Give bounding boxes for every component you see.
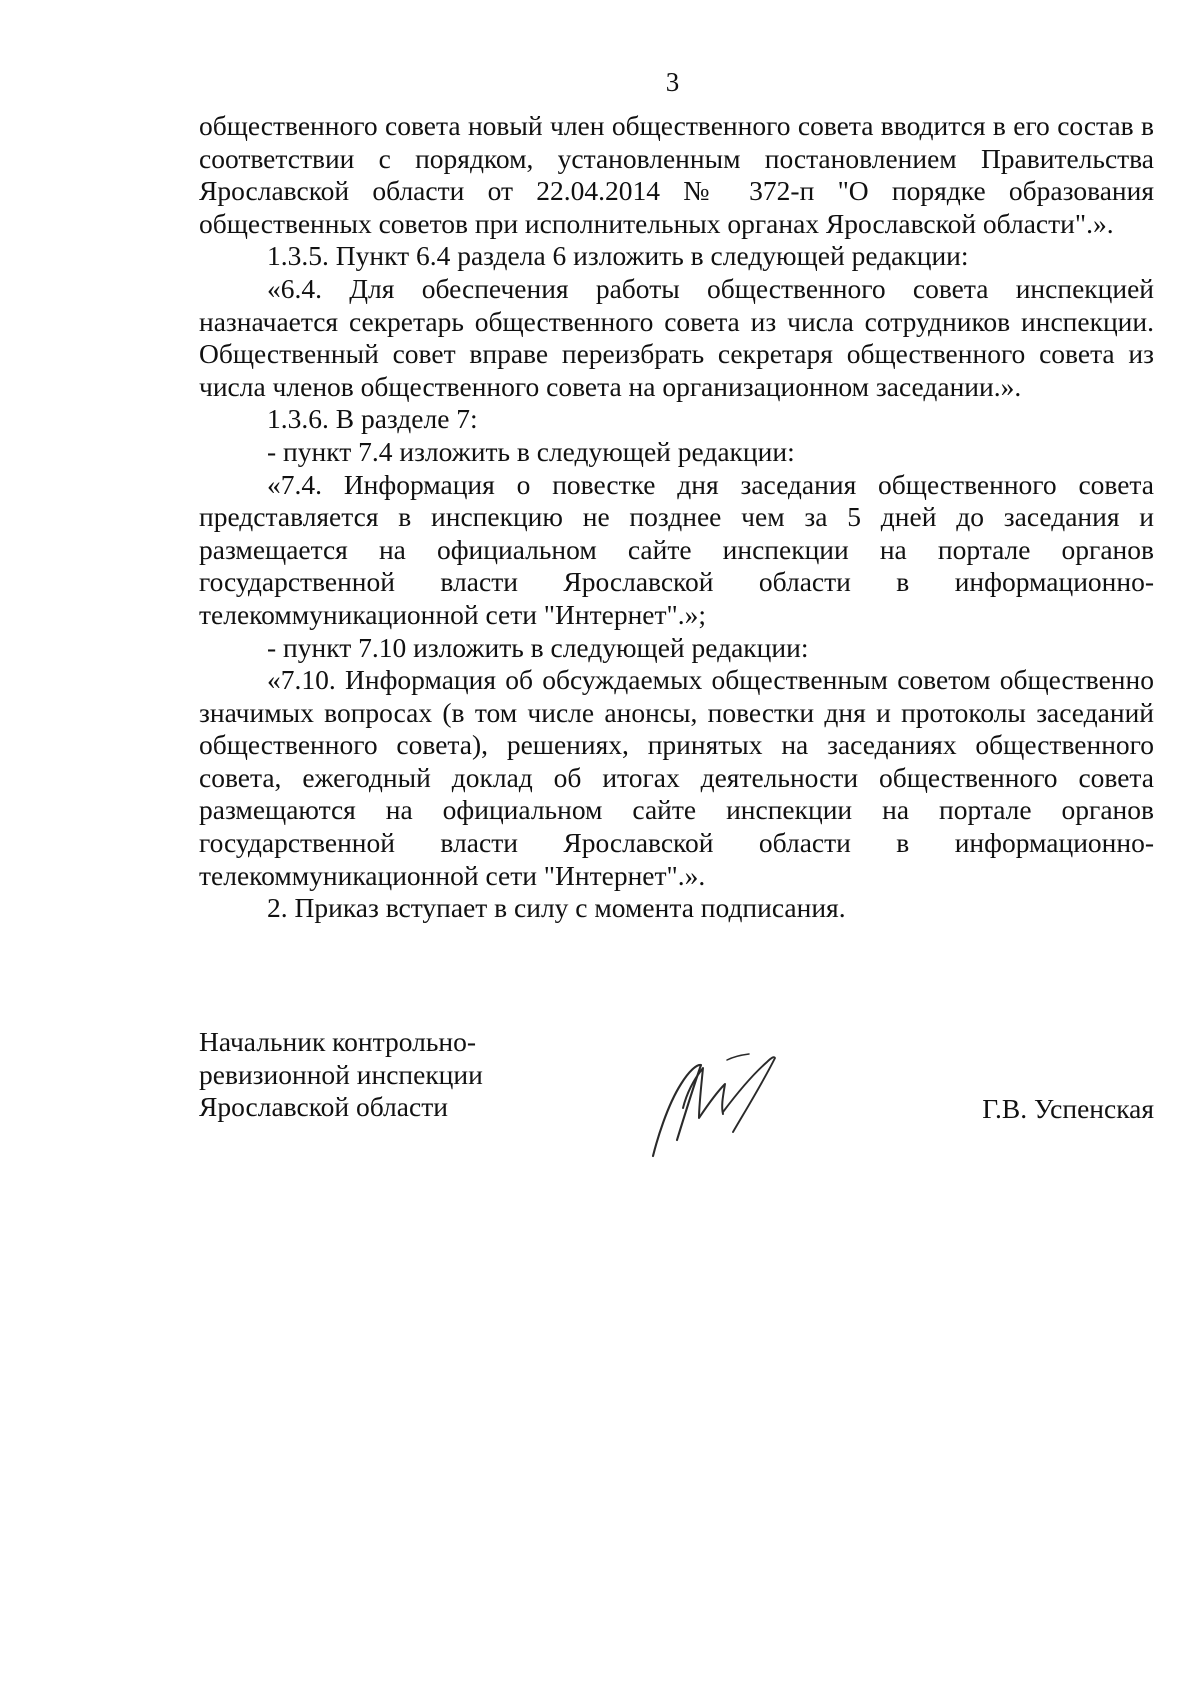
signatory-name: Г.В. Успенская <box>982 1093 1154 1124</box>
page-number: 3 <box>665 67 680 97</box>
paragraph-point-7-4: - пункт 7.4 изложить в следующей редакции: <box>267 435 795 467</box>
signature-stroke <box>723 1057 775 1132</box>
signatory-position-line: ревизионной инспекции <box>199 1058 483 1090</box>
document-body <box>199 110 1154 925</box>
paragraph-item-2: 2. Приказ вступает в силу с момента подписания. <box>267 892 846 924</box>
paragraph-quote-7-10: «7.10. Информация об обсуждаемых общественным советом общественно значимых вопросах (в том числе анонсы, повестки дня и протоколы заседаний общественного совета), решениях, принятых на заседаниях общественного совета, ежегодный доклад об итогах деятельности общественного совета размещаются на официальном сайте инспекции на портале органов государственной власти Ярославской области в информационно-телекоммуникационной сети "Интернет".». <box>199 664 1154 891</box>
handwritten-signature <box>647 1048 787 1160</box>
signatory-position-line: Начальник контрольно- <box>199 1026 476 1057</box>
paragraph-quote-7-4: «7.4. Информация о повестке дня заседания общественного совета представляется в инспекцию не позднее чем за 5 дней до заседания и размещается на официальном сайте инспекции на портале органов государственной власти Ярославской области в информационно-телекоммуникационной сети "Интернет".»; <box>199 468 1154 630</box>
signature-stroke <box>683 1068 725 1118</box>
signature-stroke <box>653 1065 701 1156</box>
paragraph-quote-6-4: «6.4. Для обеспечения работы общественного совета инспекцией назначается секретарь общественного совета из числа сотрудников инспекции. Общественный совет вправе переизбрать секретаря общественного совета из числа членов общественного совета на организационном заседании.». <box>199 272 1154 402</box>
paragraph-item-1-3-5: 1.3.5. Пункт 6.4 раздела 6 изложить в следующей редакции: <box>267 240 969 272</box>
paragraph-point-7-10: - пункт 7.10 изложить в следующей редакции: <box>267 631 809 663</box>
signature-block <box>199 1026 1154 1166</box>
paragraph-item-1-3-6: 1.3.6. В разделе 7: <box>267 403 478 435</box>
signatory-position-line: Ярославской области <box>199 1091 448 1123</box>
signature-stroke <box>727 1054 749 1060</box>
signatory-position <box>199 1026 619 1124</box>
paragraph-continuation: общественного совета новый член общественного совета вводится в его состав в соответствии с порядком, установленным постановлением Правительства Ярославской области от 22.04.2014 № 372-п "О порядке образования общественных советов при исполнительных органах Ярославской области".». <box>199 110 1154 239</box>
